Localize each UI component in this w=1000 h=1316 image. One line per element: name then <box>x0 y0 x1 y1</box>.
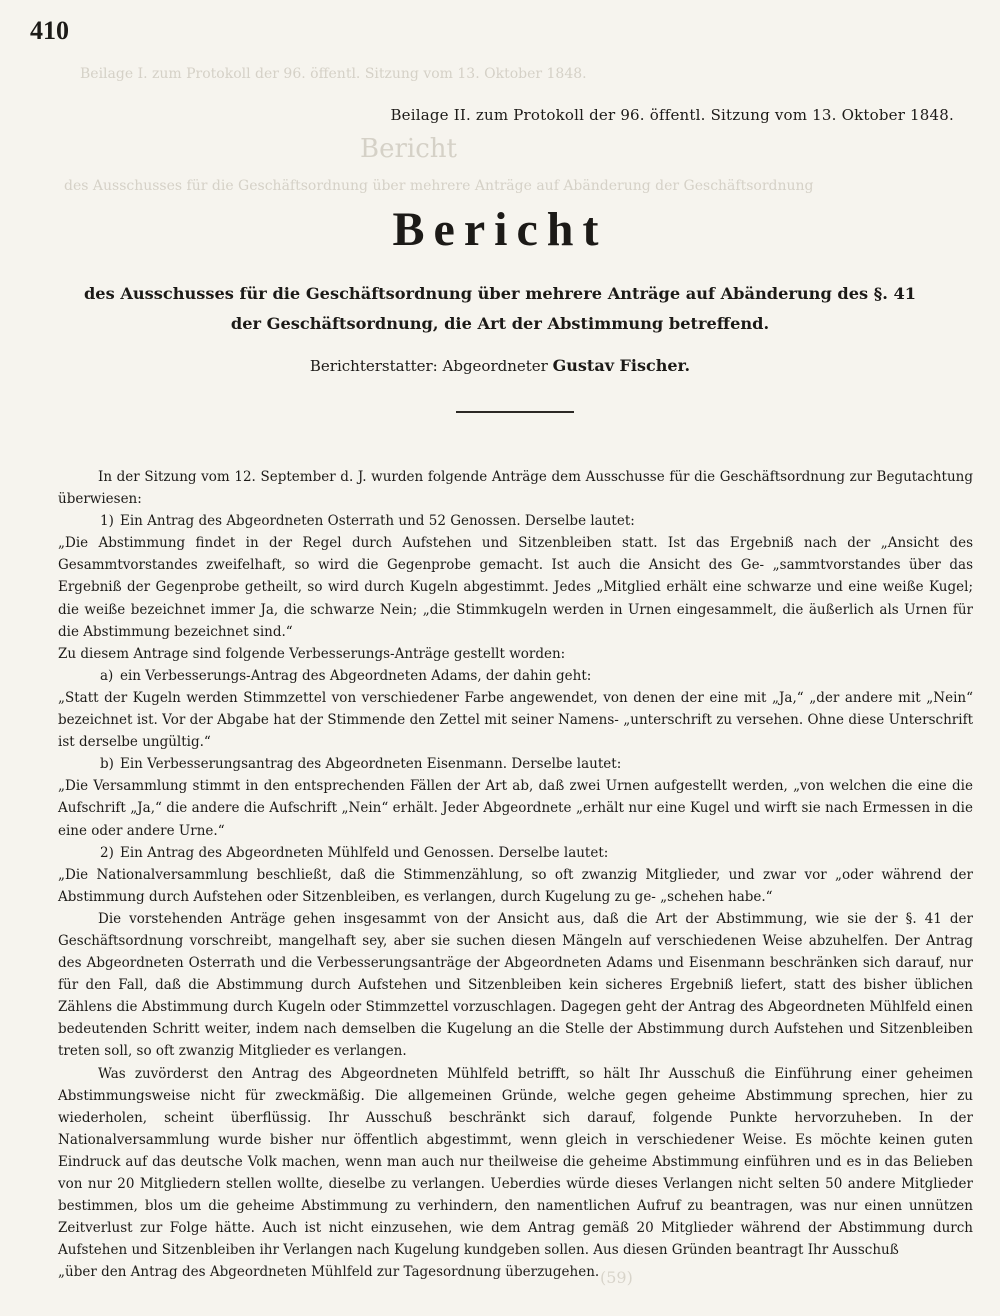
rapporteur-label: Berichterstatter: Abgeordneter <box>309 357 548 375</box>
motion-2-text: Ein Antrag des Abgeordneten Mühlfeld und Genossen. Derselbe lautet: <box>120 844 609 861</box>
bleed-through-subtitle: des Ausschusses für die Geschäftsordnung über mehrere Anträge auf Abänderung der Geschäftsordnung <box>64 178 814 194</box>
amendment-a-quote: „Statt der Kugeln werden Stimmzettel von verschiedener Farbe angewendet, von denen der eine mit „Ja,“ „der andere mit „Nein“ bezeichnet ist. Vor der Abgabe hat der Stimmende den Zettel mit seiner Namens- „unterschrift zu versehen. Ohne diese Unterschrift ist derselbe ungültig.“ <box>58 689 973 751</box>
amendment-b-quote: „Die Versammlung stimmt in den entsprechenden Fällen der Art ab, daß zwei Urnen aufgestellt werden, „von welchen die eine die Aufschrift „Ja,“ die andere die Aufschrift „Nein“ erhält. Jeder Abgeordnete „erhält nur eine Kugel und wirft sie nach Ermessen in die eine oder andere Urne.“ <box>58 778 973 839</box>
rapporteur-line <box>0 356 1000 375</box>
supplement-line: Beilage II. zum Protokoll der 96. öffentl. Sitzung vom 13. Oktober 1848. <box>390 106 954 124</box>
motion-1 <box>100 510 973 532</box>
amendment-a <box>100 665 973 687</box>
amendments-intro: Zu diesem Antrage sind folgende Verbesserungs-Anträge gestellt worden: <box>58 645 566 662</box>
bleed-through-header: Beilage I. zum Protokoll der 96. öffentl. Sitzung vom 13. Oktober 1848. <box>80 66 587 82</box>
report-title: Bericht <box>392 203 608 256</box>
recommendation-paragraph: Was zuvörderst den Antrag des Abgeordneten Mühlfeld betrifft, so hält Ihr Ausschuß die Einführung einer geheimen Abstimmungsweise nicht für zweckmäßig. Die allgemeinen Gründe, welche gegen geheime Abstimmung sprechen, hier zu wiederholen, scheint überflüssig. Ihr Ausschuß beschränkt sich darauf, folgende Punkte hervorzuheben. In der Nationalversammlung wurde bisher nur öffentlich abgestimmt, wenn gleich in verschiedener Weise. Es möchte keinen guten Eindruck auf das deutsche Volk machen, wenn man auch nur theilweise die geheime Abstimmung einführen und es in das Belieben von nur 20 Mitgliedern stellen wollte, dieselbe zu verlangen. Ueberdies würde dieses Verlangen nicht selten 50 andere Mitglieder bestimmen, blos um die geheime Abstimmung zu verhindern, den namentlichen Aufruf zu beantragen, was nur einen unnützen Zeitverlust zur Folge hätte. Auch ist nicht einzusehen, wie dem Antrag gemäß 20 Mitglieder während der Abstimmung durch Aufstehen und Sitzenbleiben ihr Verlangen nach Kugelung kundgeben sollen. Aus diesen Gründen beantragt Ihr Ausschuß <box>58 1065 973 1259</box>
amendment-b <box>100 753 973 775</box>
rapporteur-name: Gustav Fischer. <box>552 356 691 375</box>
motion-1-number: 1) <box>100 513 114 530</box>
report-body <box>58 466 973 1283</box>
report-subtitle <box>40 279 960 339</box>
motion-1-text: Ein Antrag des Abgeordneten Osterrath und 52 Genossen. Derselbe lautet: <box>120 513 635 530</box>
subtitle-line-2: der Geschäftsordnung, die Art der Abstimmung betreffend. <box>230 314 770 333</box>
analysis-paragraph: Die vorstehenden Anträge gehen insgesammt von der Ansicht aus, daß die Art der Abstimmung, wie sie der §. 41 der Geschäftsordnung vorschreibt, mangelhaft sey, aber sie suchen diesen Mängeln auf verschiedenen Weise abzuhelfen. Der Antrag des Abgeordneten Osterrath und die Verbesserungsanträge der Abgeordneten Adams und Eisenmann beschränken sich darauf, nur für den Fall, daß die Abstimmung durch Aufstehen und Sitzenbleiben kein sicheres Ergebniß liefert, statt des bisher üblichen Zählens die Abstimmung durch Kugeln oder Stimmzettel vorzuschlagen. Dagegen geht der Antrag des Abgeordneten Mühlfeld einen bedeutenden Schritt weiter, indem nach demselben die Kugelung an die Stelle der Abstimmung durch Aufstehen und Sitzenbleiben treten soll, so oft zwanzig Mitglieder es verlangen. <box>58 910 973 1060</box>
motion-2 <box>100 842 973 864</box>
motion-2-quote: „Die Nationalversammlung beschließt, daß die Stimmenzählung, so oft zwanzig Mitglieder, und zwar vor „oder während der Abstimmung durch Aufstehen oder Sitzenbleiben, es verlangen, durch Kugelung zu ge- „schehen habe.“ <box>58 866 973 905</box>
final-resolution: „über den Antrag des Abgeordneten Mühlfeld zur Tagesordnung überzugehen. <box>58 1264 600 1281</box>
page-number: 410 <box>30 16 69 45</box>
motion-1-quote: „Die Abstimmung findet in der Regel durch Aufstehen und Sitzenbleiben statt. Ist das Ergebniß nach der „Ansicht des Gesammtvorstandes zweifelhaft, so wird die Gegenprobe gemacht. Ist auch die Ansicht des Ge- „sammtvorstandes über das Ergebniß der Gegenprobe getheilt, so wird durch Kugeln abgestimmt. Jedes „Mitglied erhält eine schwarze und eine weiße Kugel; die weiße bezeichnet immer Ja, die schwarze Nein; „die Stimmkugeln werden in Urnen eingesammelt, die äußerlich als Urnen für die Abstimmung bezeichnet sind.“ <box>58 535 973 640</box>
motion-2-number: 2) <box>100 844 114 861</box>
intro-paragraph: In der Sitzung vom 12. September d. J. wurden folgende Anträge dem Ausschusse für die Geschäftsordnung zur Begutachtung überwiesen: <box>58 469 973 508</box>
amendment-a-letter: a) <box>100 667 114 684</box>
amendment-a-text: ein Verbesserungs-Antrag des Abgeordneten Adams, der dahin geht: <box>120 667 592 684</box>
subtitle-line-1: des Ausschusses für die Geschäftsordnung über mehrere Anträge auf Abänderung des §. 41 <box>83 284 917 303</box>
bleed-through-title: Bericht <box>360 134 457 164</box>
amendment-b-text: Ein Verbesserungsantrag des Abgeordneten Eisenmann. Derselbe lautet: <box>120 756 622 773</box>
amendment-b-letter: b) <box>100 756 114 773</box>
section-divider <box>456 411 574 413</box>
bleed-through-footer: (59) <box>600 1268 633 1287</box>
